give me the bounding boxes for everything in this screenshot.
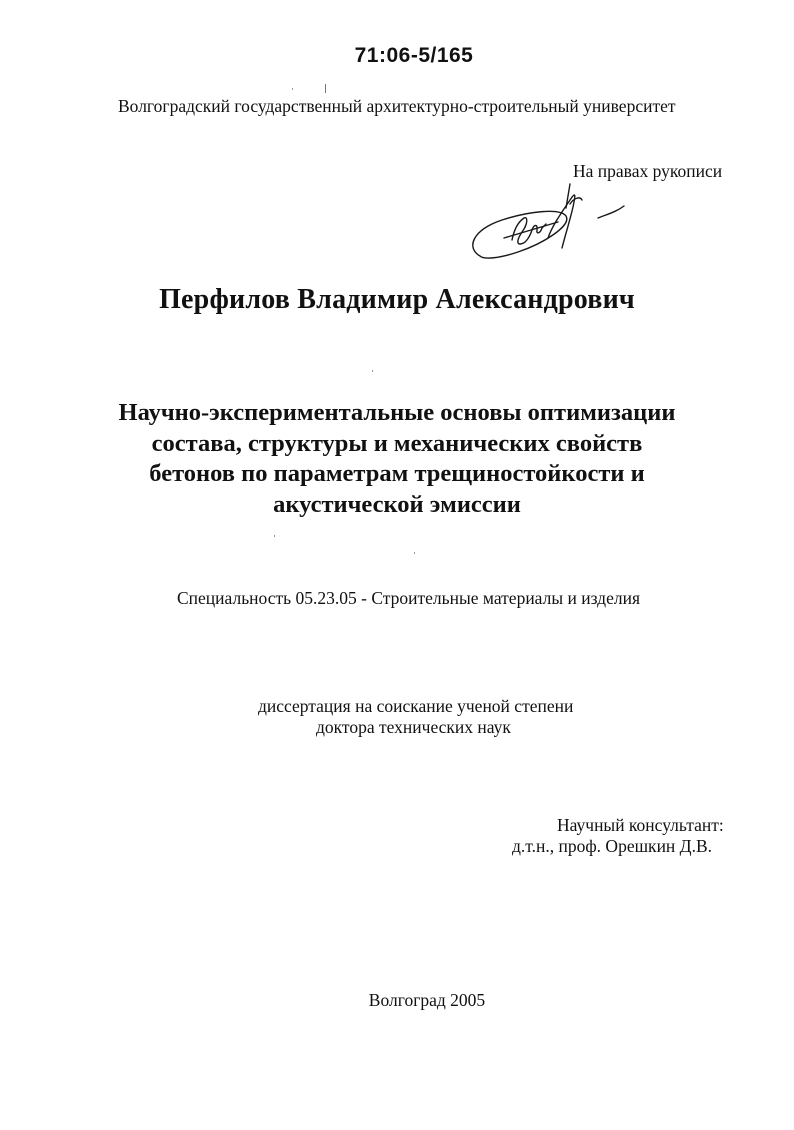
title-line: состава, структуры и механических свойств	[151, 429, 643, 457]
title-line: бетонов по параметрам трещиностойкости и	[149, 460, 645, 487]
degree-line: диссертация на соискание ученой степени	[258, 696, 574, 716]
scan-speck	[372, 370, 373, 372]
city-year: Волгоград 2005	[368, 990, 486, 1010]
degree-statement	[258, 696, 573, 738]
title-line: акустической эмиссии	[273, 490, 521, 518]
consultant-label: Научный консультант:	[557, 815, 724, 835]
scan-speck	[274, 535, 275, 537]
handwritten-signature	[462, 178, 634, 270]
catalog-code: 71:06-5/165	[354, 44, 474, 67]
specialty: Специальность 05.23.05 - Строительные материалы и изделия	[177, 588, 640, 608]
university-name: Волгоградский государственный архитектурно-строительный университет	[118, 96, 676, 116]
title-line: Научно-экспериментальные основы оптимизации	[118, 399, 676, 426]
scan-speck	[292, 88, 293, 90]
author-name: Перфилов Владимир Александрович	[159, 284, 635, 315]
dissertation-title	[97, 398, 697, 520]
scan-mark	[325, 84, 326, 93]
scan-speck	[414, 552, 415, 554]
degree-line: доктора технических наук	[316, 717, 511, 737]
manuscript-note: На правах рукописи	[573, 161, 723, 181]
scientific-consultant	[512, 815, 724, 857]
consultant-name: д.т.н., проф. Орешкин Д.В.	[512, 836, 713, 856]
